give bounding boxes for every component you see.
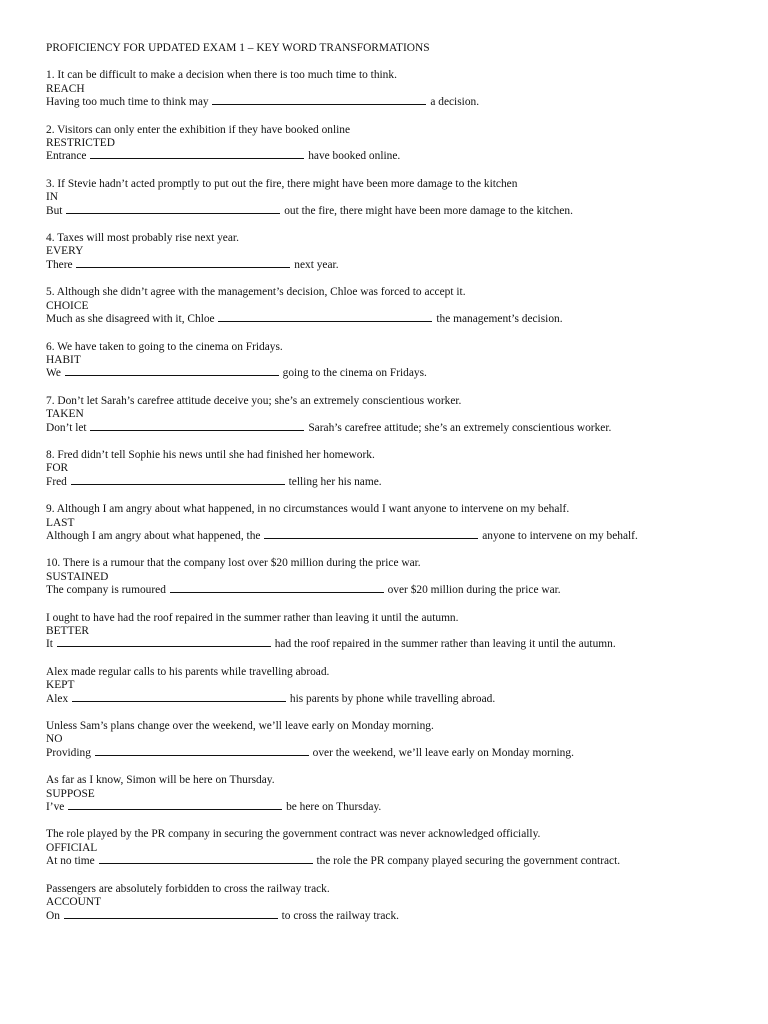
exercise-item — [46, 557, 746, 597]
answer-blank[interactable] — [95, 747, 309, 756]
answer-tail-text: to cross the railway track. — [281, 909, 399, 922]
answer-line — [46, 422, 746, 435]
answer-blank[interactable] — [76, 259, 290, 268]
exercise-keyword: NO — [46, 733, 63, 746]
answer-line — [46, 693, 746, 706]
answer-blank[interactable] — [72, 693, 286, 702]
answer-tail-text: next year. — [294, 258, 339, 271]
answer-tail-text: have booked online. — [308, 150, 401, 163]
answer-blank[interactable] — [68, 801, 282, 810]
exercise-item — [46, 286, 746, 326]
answer-blank[interactable] — [170, 584, 384, 593]
exercise-keyword: SUPPOSE — [46, 787, 95, 800]
answer-tail-text: telling her his name. — [288, 475, 382, 488]
exercise-prompt: 10. There is a rumour that the company lost over $20 million during the price war. — [46, 557, 421, 570]
exercise-prompt: 1. It can be difficult to make a decision when there is too much time to think. — [46, 69, 397, 82]
exercise-keyword: EVERY — [46, 245, 84, 258]
answer-line — [46, 205, 746, 218]
answer-blank[interactable] — [90, 422, 304, 431]
exercise-keyword: TAKEN — [46, 408, 84, 421]
answer-blank[interactable] — [57, 638, 271, 647]
answer-tail-text: had the roof repaired in the summer rather than leaving it until the autumn. — [274, 638, 616, 651]
answer-line — [46, 910, 746, 923]
answer-lead-text: Having too much time to think may — [46, 96, 209, 109]
answer-tail-text: a decision. — [430, 96, 480, 109]
exercise-item — [46, 178, 746, 218]
exercise-item — [46, 503, 746, 543]
exercise-item — [46, 666, 746, 706]
answer-line — [46, 259, 746, 272]
exercise-item — [46, 232, 746, 272]
answer-line — [46, 801, 746, 814]
answer-tail-text: over $20 million during the price war. — [387, 584, 561, 597]
answer-lead-text: There — [46, 258, 73, 271]
exercise-keyword: HABIT — [46, 353, 81, 366]
answer-lead-text: Much as she disagreed with it, Chloe — [46, 313, 215, 326]
answer-blank[interactable] — [64, 910, 278, 919]
answer-lead-text: Don’t let — [46, 421, 87, 434]
exercise-item — [46, 720, 746, 760]
answer-tail-text: anyone to intervene on my behalf. — [482, 529, 638, 542]
exercise-prompt: Unless Sam’s plans change over the weekend, we’ll leave early on Monday morning. — [46, 720, 434, 733]
answer-blank[interactable] — [99, 855, 313, 864]
answer-tail-text: his parents by phone while travelling abroad. — [289, 692, 496, 705]
answer-line — [46, 367, 746, 380]
answer-lead-text: I’ve — [46, 801, 65, 814]
worksheet-page — [46, 42, 746, 937]
exercise-item — [46, 395, 746, 435]
exercise-item — [46, 449, 746, 489]
answer-lead-text: It — [46, 638, 53, 651]
exercise-prompt: Passengers are absolutely forbidden to cross the railway track. — [46, 882, 330, 895]
exercise-prompt: 3. If Stevie hadn’t acted promptly to put out the fire, there might have been more damage to the kitchen — [46, 177, 518, 190]
answer-blank[interactable] — [264, 530, 478, 539]
exercise-prompt: 7. Don’t let Sarah’s carefree attitude deceive you; she’s an extremely conscientious worker. — [46, 394, 462, 407]
answer-line — [46, 747, 746, 760]
exercise-prompt: 9. Although I am angry about what happened, in no circumstances would I want anyone to intervene on my behalf. — [46, 503, 570, 516]
exercise-prompt: 5. Although she didn’t agree with the management’s decision, Chloe was forced to accept it. — [46, 286, 466, 299]
answer-line — [46, 476, 746, 489]
exercise-prompt: 8. Fred didn’t tell Sophie his news until she had finished her homework. — [46, 448, 375, 461]
exercise-prompt: I ought to have had the roof repaired in the summer rather than leaving it until the autumn. — [46, 611, 459, 624]
exercise-prompt: 4. Taxes will most probably rise next year. — [46, 232, 239, 245]
exercise-prompt: 6. We have taken to going to the cinema on Fridays. — [46, 340, 283, 353]
exercise-keyword: IN — [46, 191, 59, 204]
answer-line — [46, 96, 746, 109]
exercise-keyword: SUSTAINED — [46, 570, 109, 583]
answer-lead-text: Although I am angry about what happened, the — [46, 529, 261, 542]
answer-tail-text: going to the cinema on Fridays. — [282, 367, 427, 380]
exercise-keyword: KEPT — [46, 679, 75, 692]
answer-lead-text: At no time — [46, 855, 95, 868]
exercise-keyword: FOR — [46, 462, 69, 475]
exercise-item — [46, 612, 746, 652]
answer-line — [46, 150, 746, 163]
exercise-keyword: CHOICE — [46, 299, 89, 312]
exercise-keyword: REACH — [46, 82, 85, 95]
answer-line — [46, 313, 746, 326]
answer-line — [46, 638, 746, 651]
answer-tail-text: be here on Thursday. — [286, 801, 382, 814]
exercise-item — [46, 828, 746, 868]
answer-lead-text: Entrance — [46, 150, 87, 163]
worksheet-title: PROFICIENCY FOR UPDATED EXAM 1 – KEY WORD TRANSFORMATIONS — [46, 42, 430, 54]
exercise-keyword: BETTER — [46, 625, 90, 637]
answer-blank[interactable] — [218, 313, 432, 322]
answer-lead-text: Alex — [46, 692, 69, 705]
answer-blank[interactable] — [66, 205, 280, 214]
answer-lead-text: Fred — [46, 475, 67, 488]
exercise-prompt: The role played by the PR company in securing the government contract was never acknowledged officially. — [46, 828, 541, 841]
answer-blank[interactable] — [65, 367, 279, 376]
answer-lead-text: But — [46, 204, 63, 217]
answer-line — [46, 530, 746, 543]
exercise-prompt: As far as I know, Simon will be here on Thursday. — [46, 774, 275, 787]
exercise-list — [46, 69, 746, 923]
exercise-item — [46, 341, 746, 381]
exercise-keyword: OFFICIAL — [46, 841, 98, 854]
exercise-prompt: Alex made regular calls to his parents while travelling abroad. — [46, 665, 330, 678]
answer-tail-text: the role the PR company played securing the government contract. — [316, 855, 621, 868]
answer-line — [46, 584, 746, 597]
answer-blank[interactable] — [212, 96, 426, 105]
exercise-item — [46, 883, 746, 923]
answer-blank[interactable] — [71, 476, 285, 485]
answer-tail-text: over the weekend, we’ll leave early on Monday morning. — [312, 746, 574, 759]
exercise-keyword: ACCOUNT — [46, 896, 102, 909]
exercise-keyword: LAST — [46, 516, 75, 529]
answer-tail-text: the management’s decision. — [436, 313, 563, 326]
answer-lead-text: The company is rumoured — [46, 584, 166, 597]
exercise-prompt: 2. Visitors can only enter the exhibition if they have booked online — [46, 123, 351, 136]
answer-tail-text: Sarah’s carefree attitude; she’s an extremely conscientious worker. — [308, 421, 612, 434]
answer-blank[interactable] — [90, 150, 304, 159]
answer-lead-text: We — [46, 367, 61, 380]
answer-tail-text: out the fire, there might have been more damage to the kitchen. — [284, 204, 573, 217]
exercise-item — [46, 774, 746, 814]
exercise-item — [46, 69, 746, 109]
answer-line — [46, 855, 746, 868]
exercise-item — [46, 124, 746, 164]
answer-lead-text: Providing — [46, 746, 91, 759]
answer-lead-text: On — [46, 909, 60, 922]
exercise-keyword: RESTRICTED — [46, 137, 115, 150]
